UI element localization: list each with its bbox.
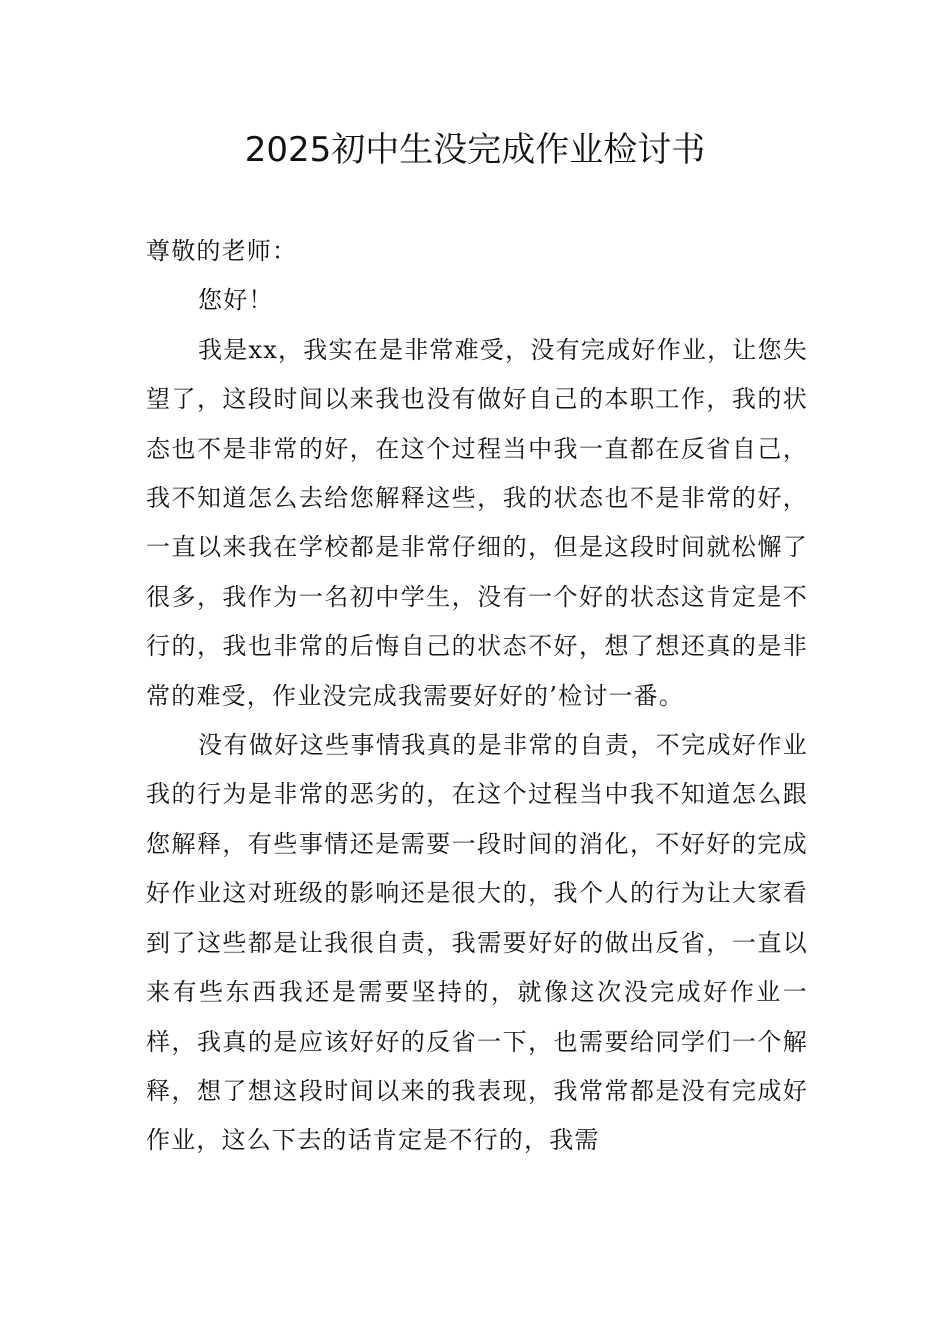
paragraph-1: 我是xx，我实在是非常难受，没有完成好作业，让您失望了，这段时间以来我也没有做好自己的本职工作，我的状态也不是非常的好，在这个过程当中我一直都在反省自己，我不知道怎么去给您解释这些，我的状态也不是非常的好，一直以来我在学校都是非常仔细的，但是这段时间就松懈了很多，我作为一名初中学生，没有一个好的状态这肯定是不行的，我也非常的后悔自己的状态不好，想了想还真的是非常的难受，作业没完成我需要好好的’检讨一番。 [146,335,808,710]
salutation: 尊敬的老师： [146,237,298,265]
greeting: 您好！ [198,286,274,315]
document-title: 2025初中生没完成作业检讨书 [244,130,706,170]
document-body [146,227,808,1166]
paragraph-2: 没有做好这些事情我真的是非常的自责，不完成好作业我的行为是非常的恶劣的，在这个过程当中我不知道怎么跟您解释，有些事情还是需要一段时间的消化，不好好的完成好作业这对班级的影响还是很大的，我个人的行为让大家看到了这些都是让我很自责，我需要好好的做出反省，一直以来有些东西我还是需要坚持的，就像这次没完成好作业一样，我真的是应该好好的反省一下，也需要给同学们一个解释，想了想这段时间以来的我表现，我常常都是没有完成好作业，这么下去的话肯定是不行的，我需 [146,731,808,1155]
